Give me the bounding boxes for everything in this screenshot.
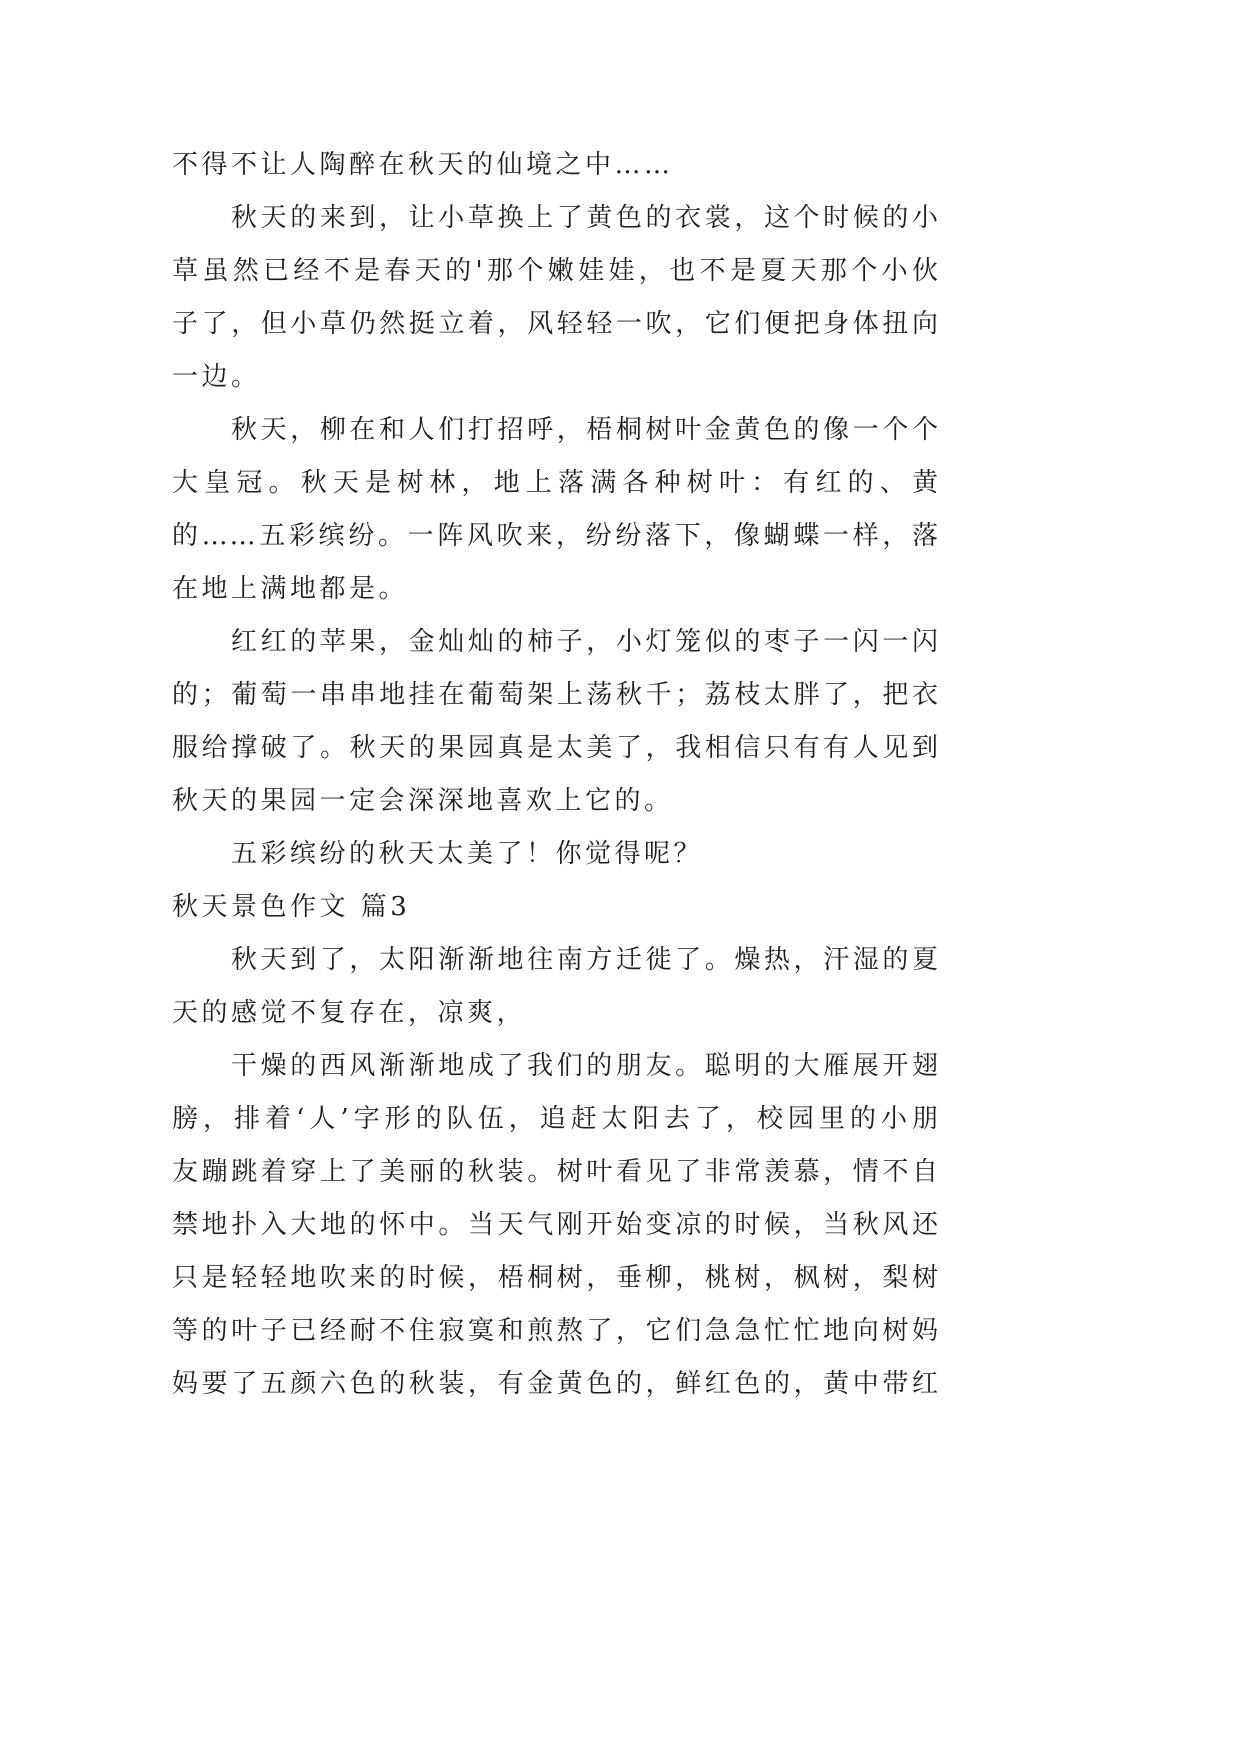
- text-line: 膀，排着‘人’字形的队伍，追赶太阳去了，校园里的小朋: [172, 1104, 940, 1134]
- text-line: 不得不让人陶醉在秋天的仙境之中……: [172, 150, 674, 180]
- paragraph: [172, 828, 940, 881]
- text-line: 秋天的来到，让小草换上了黄色的衣裳，这个时候的小: [231, 203, 940, 233]
- text-line: 只是轻轻地吹来的时候，梧桐树，垂柳，桃树，枫树，梨树: [172, 1263, 940, 1293]
- document-body: [172, 139, 940, 1411]
- text-line: 的……五彩缤纷。一阵风吹来，纷纷落下，像蝴蝶一样，落: [172, 521, 940, 551]
- paragraph: [172, 192, 940, 404]
- paragraph: [172, 616, 940, 828]
- text-line: 五彩缤纷的秋天太美了！你觉得呢？: [231, 839, 704, 869]
- text-line: 秋天到了，太阳渐渐地往南方迁徙了。燥热，汗湿的夏: [231, 945, 940, 975]
- text-line: 在地上满地都是。: [172, 574, 409, 604]
- text-line: 草虽然已经不是春天的'那个嫩娃娃，也不是夏天那个小伙: [172, 256, 940, 286]
- paragraph: [172, 934, 940, 1040]
- paragraph: [172, 404, 940, 616]
- text-line: 服给撑破了。秋天的果园真是太美了，我相信只有有人见到: [172, 733, 940, 763]
- section-heading: 秋天景色作文 篇3: [172, 892, 411, 922]
- text-line: 子了，但小草仍然挺立着，风轻轻一吹，它们便把身体扭向: [172, 309, 940, 339]
- text-line: 天的感觉不复存在，凉爽，: [172, 998, 527, 1028]
- paragraph: [172, 1040, 940, 1411]
- text-line: 友蹦跳着穿上了美丽的秋装。树叶看见了非常羡慕，情不自: [172, 1157, 940, 1187]
- text-line: 干燥的西风渐渐地成了我们的朋友。聪明的大雁展开翅: [231, 1051, 940, 1081]
- text-line: 妈要了五颜六色的秋装，有金黄色的，鲜红色的，黄中带红: [172, 1369, 940, 1399]
- paragraph: [172, 139, 940, 192]
- text-line: 秋天，柳在和人们打招呼，梧桐树叶金黄色的像一个个: [231, 415, 940, 445]
- text-line: 红红的苹果，金灿灿的柿子，小灯笼似的枣子一闪一闪: [231, 627, 940, 657]
- text-line: 等的叶子已经耐不住寂寞和煎熬了，它们急急忙忙地向树妈: [172, 1316, 940, 1346]
- text-line: 大皇冠。秋天是树林，地上落满各种树叶：有红的、黄: [172, 468, 940, 498]
- text-line: 禁地扑入大地的怀中。当天气刚开始变凉的时候，当秋风还: [172, 1210, 940, 1240]
- text-line: 的；葡萄一串串地挂在葡萄架上荡秋千；荔枝太胖了，把衣: [172, 680, 940, 710]
- text-line: 一边。: [172, 362, 261, 392]
- text-line: 秋天的果园一定会深深地喜欢上它的。: [172, 786, 674, 816]
